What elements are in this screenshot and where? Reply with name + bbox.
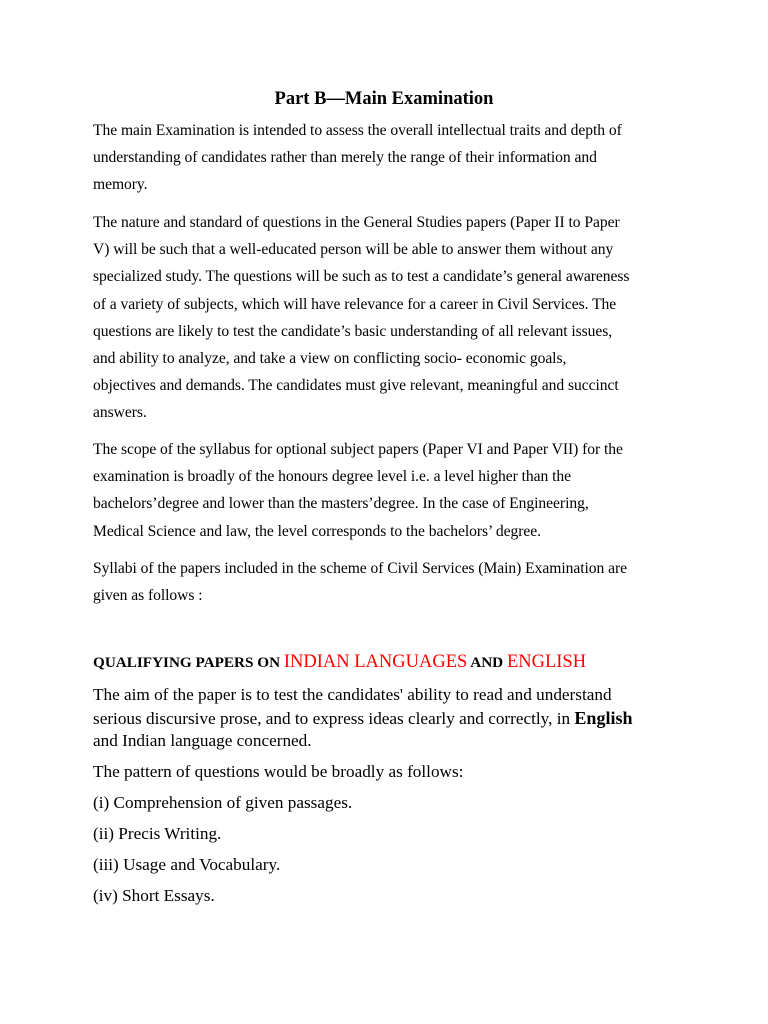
text-line: understanding of candidates rather than merely the range of their information and (93, 149, 597, 167)
text-line: specialized study. The questions will be such as to test a candidate’s general awareness (93, 268, 630, 286)
list-item: (ii) Precis Writing. (93, 824, 222, 843)
text-line: of a variety of subjects, which will have relevance for a career in Civil Services. The (93, 295, 617, 313)
list-item: (iv) Short Essays. (93, 886, 215, 905)
text-line: V) will be such that a well-educated person will be able to answer them without any (93, 241, 614, 259)
text-line: objectives and demands. The candidates must give relevant, meaningful and succinct (93, 377, 619, 395)
text-line: memory. (93, 176, 148, 194)
paragraph-optional-scope (93, 436, 693, 545)
text-line: The scope of the syllabus for optional subject papers (Paper VI and Paper VII) for the (93, 441, 623, 458)
heading-highlight: INDIAN LANGUAGES (283, 652, 468, 672)
text-line: bachelors’degree and lower than the masters’degree. In the case of Engineering, (93, 495, 589, 513)
text-line: examination is broadly of the honours degree level i.e. a level higher than the (93, 468, 571, 486)
text-line: The nature and standard of questions in the General Studies papers (Paper II to Paper (93, 214, 620, 231)
paragraph-aim (93, 684, 713, 753)
text-line: answers. (93, 404, 147, 422)
text-line: The aim of the paper is to test the candidates' ability to read and understand (93, 685, 612, 704)
text-line: Medical Science and law, the level corresponds to the bachelors’ degree. (93, 522, 541, 540)
paragraph-syllabi (93, 555, 693, 609)
text-line: and Indian language concerned. (93, 731, 312, 750)
text-line: The main Examination is intended to assess the overall intellectual traits and depth of (93, 122, 622, 139)
pattern-intro: The pattern of questions would be broadly as follows: (93, 762, 464, 781)
page-title: Part B—Main Examination (274, 89, 494, 109)
list-item: (iii) Usage and Vocabulary. (93, 855, 281, 874)
text-line: questions are likely to test the candidate’s basic understanding of all relevant issues, (93, 322, 613, 340)
text-line: and ability to analyze, and take a view on conflicting socio- economic goals, (93, 350, 567, 368)
section-heading (93, 650, 713, 675)
text-fragment: serious discursive prose, and to express ideas clearly and correctly, in (93, 708, 575, 728)
text-line: Syllabi of the papers included in the scheme of Civil Services (Main) Examination are (93, 560, 628, 577)
paragraph-intro (93, 117, 693, 199)
text-line (93, 707, 713, 731)
paragraph-general-studies (93, 209, 693, 427)
heading-text: AND (467, 654, 507, 671)
bold-word: English (574, 707, 633, 728)
text-line: given as follows : (93, 587, 203, 605)
heading-highlight: ENGLISH (506, 652, 587, 672)
list-item: (i) Comprehension of given passages. (93, 793, 353, 812)
heading-text: QUALIFYING PAPERS ON (93, 654, 284, 671)
